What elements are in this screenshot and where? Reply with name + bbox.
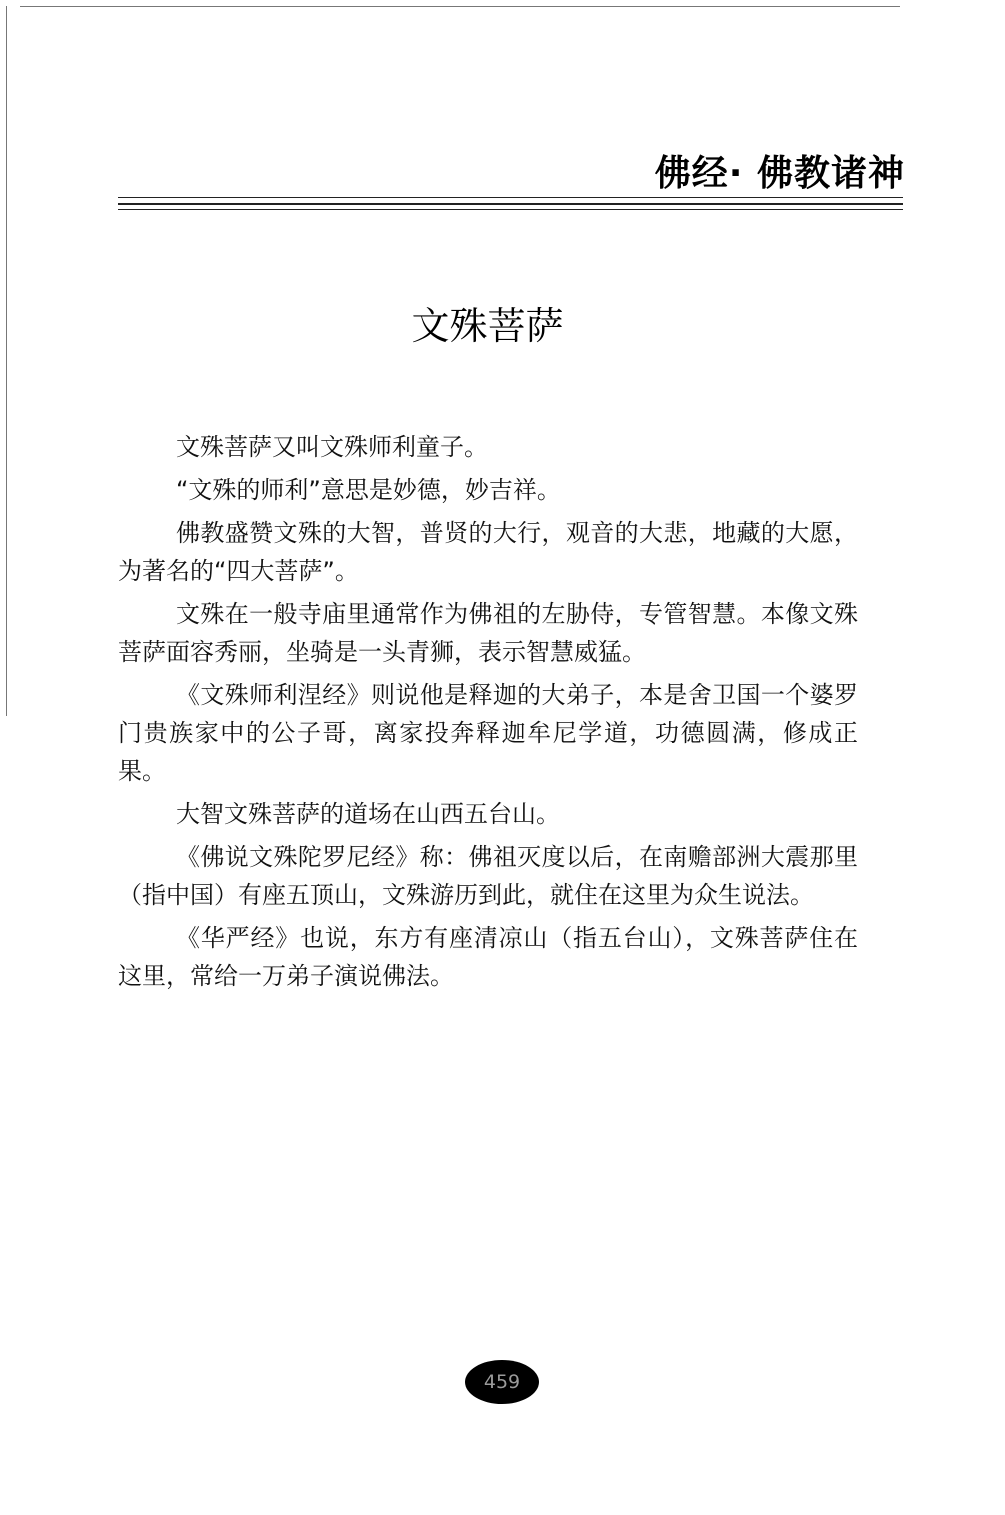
article-body — [118, 428, 858, 1000]
paragraph: 文殊在一般寺庙里通常作为佛祖的左胁侍，专管智慧。本像文殊菩萨面容秀丽，坐骑是一头青狮，表示智慧威猛。 — [118, 600, 858, 666]
scan-left-edge — [6, 6, 7, 716]
paragraph: 文殊菩萨又叫文殊师利童子。 — [176, 433, 488, 461]
article-title: 文殊菩萨 — [411, 304, 564, 348]
scan-top-line — [20, 6, 900, 7]
paragraph: 大智文殊菩萨的道场在山西五台山。 — [176, 800, 560, 828]
paragraph: 《佛说文殊陀罗尼经》称：佛祖灭度以后，在南赡部洲大震那里（指中国）有座五顶山，文殊游历到此，就住在这里为众生说法。 — [118, 843, 858, 909]
header-rule-bottom — [118, 209, 903, 210]
header-rule-middle — [118, 203, 903, 205]
paragraph: “文殊的师利”意思是妙德，妙吉祥。 — [176, 476, 561, 504]
paragraph: 《华严经》也说，东方有座清凉山（指五台山），文殊菩萨住在这里，常给一万弟子演说佛法。 — [118, 924, 858, 990]
page-number-badge: 459 — [465, 1360, 539, 1404]
paragraph: 《文殊师利涅经》则说他是释迦的大弟子，本是舍卫国一个婆罗门贵族家中的公子哥，离家投奔释迦牟尼学道，功德圆满，修成正果。 — [118, 681, 858, 785]
header-rule-top — [118, 197, 903, 198]
running-header: 佛经· 佛教诸神 — [654, 153, 905, 194]
paragraph: 佛教盛赞文殊的大智，普贤的大行，观音的大悲，地藏的大愿，为著名的“四大菩萨”。 — [118, 519, 858, 585]
